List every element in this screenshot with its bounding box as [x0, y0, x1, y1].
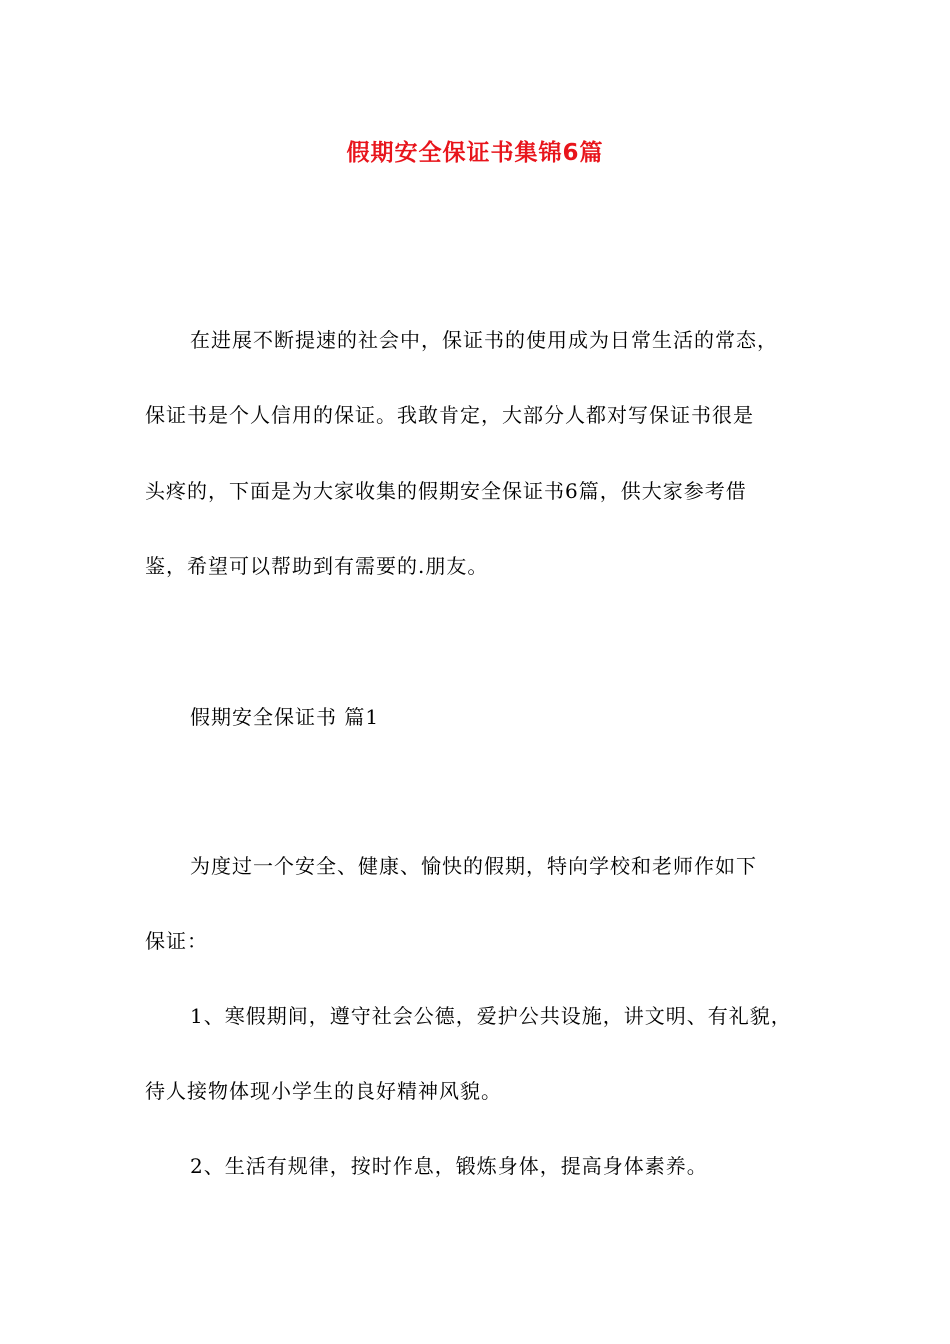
intro-line-1: 在进展不断提速的社会中，保证书的使用成为日常生活的常态， [190, 328, 778, 352]
intro-line-3: 头疼的，下面是为大家收集的假期安全保证书6篇，供大家参考借 [145, 479, 747, 503]
paragraph-line-2: 保证： [145, 929, 208, 953]
intro-line-2: 保证书是个人信用的保证。我敢肯定，大部分人都对写保证书很是 [145, 403, 754, 427]
list-item-1-line-2: 待人接物体现小学生的良好精神风貌。 [145, 1079, 502, 1103]
list-item-2-line-1: 2、生活有规律，按时作息，锻炼身体，提高身体素养。 [190, 1154, 708, 1178]
paragraph-line-1: 为度过一个安全、健康、愉快的假期，特向学校和老师作如下 [190, 854, 757, 878]
section-heading: 假期安全保证书 篇1 [190, 705, 380, 729]
intro-line-4: 鉴，希望可以帮助到有需要的.朋友。 [145, 554, 489, 578]
document-title: 假期安全保证书集锦6篇 [346, 140, 604, 166]
list-item-1-line-1: 1、寒假期间，遵守社会公德，爱护公共设施，讲文明、有礼貌， [190, 1004, 792, 1028]
